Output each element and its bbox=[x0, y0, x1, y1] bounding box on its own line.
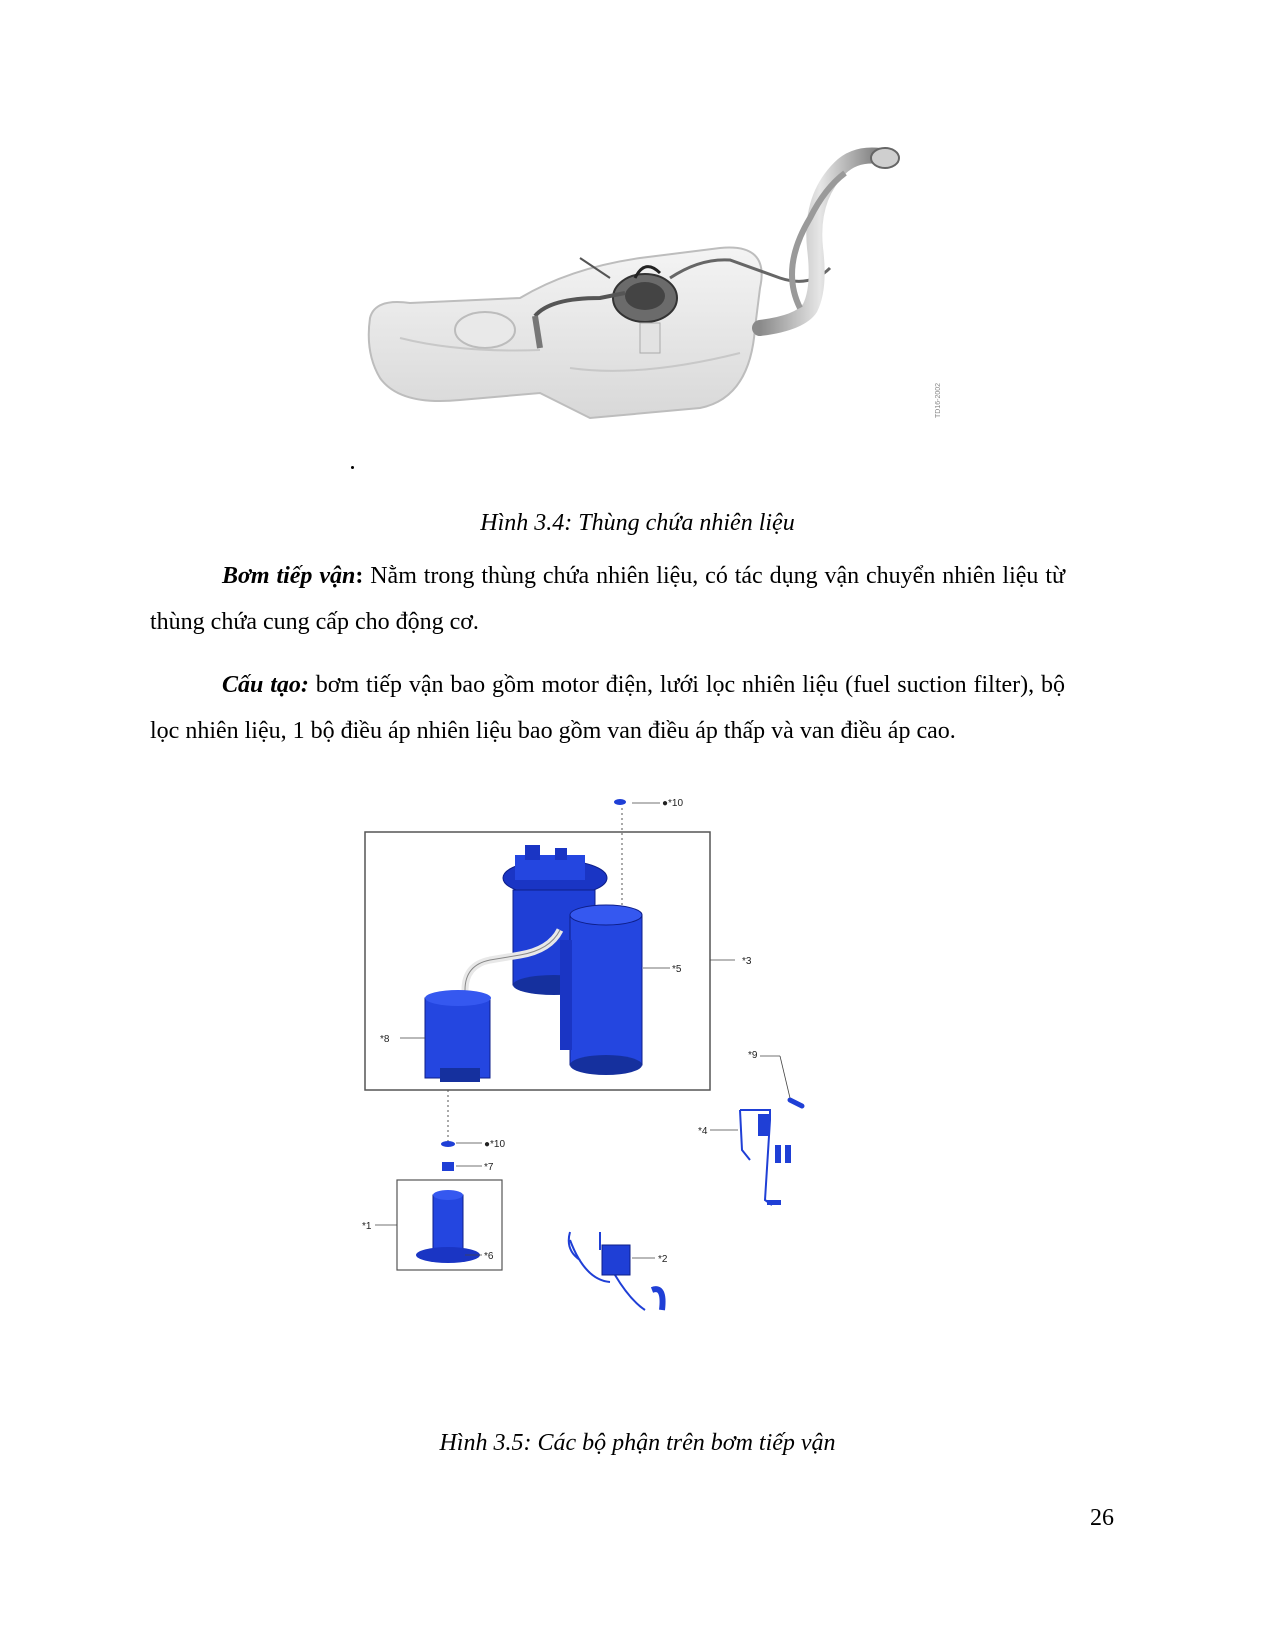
part-label-10-bottom: ●*10 bbox=[484, 1139, 506, 1150]
part-label-4: *4 bbox=[698, 1126, 708, 1137]
part-label-8: *8 bbox=[380, 1034, 390, 1045]
figure-watermark: TD16-2002 bbox=[935, 382, 942, 418]
part-label-5: *5 bbox=[672, 964, 682, 975]
paragraph-lead: Cấu tạo: bbox=[222, 672, 309, 698]
paragraph-fuel-pump bbox=[150, 553, 1065, 645]
part-label-7: *7 bbox=[484, 1162, 494, 1173]
paragraph-structure bbox=[150, 662, 1065, 754]
stray-dot bbox=[351, 466, 354, 469]
part-label-2: *2 bbox=[658, 1254, 668, 1265]
paragraph-text: bơm tiếp vận bao gồm motor điện, lưới lọc nhiên liệu (fuel suction filter), bộ lọc nhiên liệu, 1 bộ điều áp nhiên liệu bao gồm van điều áp thấp và van điều áp cao. bbox=[150, 672, 1066, 744]
lead-colon: : bbox=[355, 563, 371, 589]
part-label-10-top: ●*10 bbox=[662, 798, 684, 809]
paragraph-lead: Bơm tiếp vận bbox=[222, 563, 356, 589]
part-label-9: *9 bbox=[748, 1050, 758, 1061]
page-number: 26 bbox=[1090, 1505, 1114, 1531]
figure-3-4-caption: Hình 3.4: Thùng chứa nhiên liệu bbox=[480, 510, 795, 536]
fuel-pump-components-diagram bbox=[362, 798, 870, 1380]
part-label-6: *6 bbox=[484, 1251, 494, 1262]
fuel-tank-illustration bbox=[340, 138, 960, 468]
part-label-1: *1 bbox=[362, 1221, 372, 1232]
figure-3-5-caption: Hình 3.5: Các bộ phận trên bơm tiếp vận bbox=[439, 1430, 836, 1456]
paragraph-text: Nằm trong thùng chứa nhiên liệu, có tác dụng vận chuyển nhiên liệu từ thùng chứa cung cấp cho động cơ. bbox=[150, 563, 1065, 635]
part-label-3: *3 bbox=[742, 956, 752, 967]
